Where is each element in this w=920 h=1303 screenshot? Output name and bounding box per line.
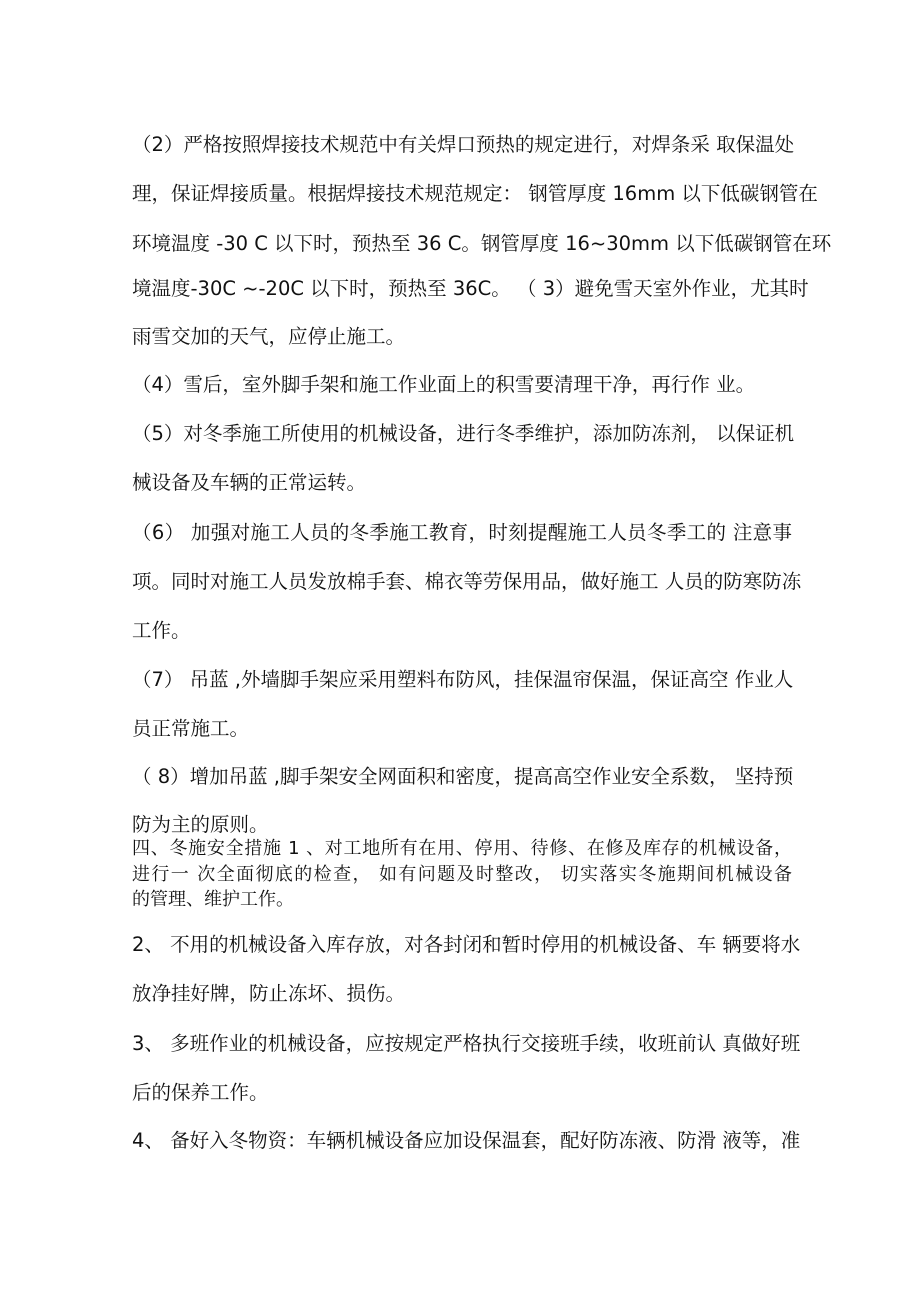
text-line: 雨雪交加的天气，应停止施工。 — [132, 325, 406, 348]
text-line: （6） 加强对施工人员的冬季施工教育，时刻提醒施工人员冬季工的 注意事 — [132, 521, 792, 544]
text-line: 3、 多班作业的机械设备，应按规定严格执行交接班手续，收班前认 真做好班 — [132, 1032, 801, 1055]
text-line: （5）对冬季施工所使用的机械设备，进行冬季维护，添加防冻剂， 以保证机 — [132, 422, 795, 445]
text-line: 四、冬施安全措施 1 、对工地所有在用、停用、待修、在修及库存的机械设备， — [132, 838, 792, 859]
text-line: 2、 不用的机械设备入库存放，对各封闭和暂时停用的机械设备、车 辆要将水 — [132, 933, 801, 956]
text-line: 项。同时对施工人员发放棉手套、棉衣等劳保用品，做好施工 人员的防寒防冻 — [132, 570, 802, 593]
text-line: （4）雪后，室外脚手架和施工作业面上的积雪要清理干净，再行作 业。 — [132, 373, 756, 396]
text-line: 环境温度 -30 C 以下时，预热至 36 C。钢管厚度 16~30mm 以下低碳钢管在环 — [132, 232, 832, 255]
text-line: 理，保证焊接质量。根据焊接技术规范规定： 钢管厚度 16mm 以下低碳钢管在 — [132, 182, 818, 205]
text-line: 境温度-30C ~-20C 以下时，预热至 36C。 （ 3）避免雪天室外作业，尤其时 — [132, 277, 809, 300]
text-line: 工作。 — [132, 619, 191, 642]
text-line: 后的保养工作。 — [132, 1081, 269, 1104]
text-line: 进行一 次全面彻底的检查， 如有问题及时整改， 切实落实冬施期间机械设备 — [132, 864, 792, 885]
text-line: （7） 吊蓝 ,外墙脚手架应采用塑料布防风，挂保温帘保温，保证高空 作业人 — [132, 668, 794, 691]
text-line: 防为主的原则。 — [132, 813, 269, 836]
text-line: 放净挂好牌，防止冻坏、损伤。 — [132, 982, 406, 1005]
text-line: 械设备及车辆的正常运转。 — [132, 471, 367, 494]
text-line: （ 8）增加吊蓝 ,脚手架安全网面积和密度，提高高空作业安全系数， 坚持预 — [132, 765, 794, 788]
text-line: 的管理、维护工作。 — [132, 889, 294, 910]
text-line: （2）严格按照焊接技术规范中有关焊口预热的规定进行，对焊条采 取保温处 — [132, 133, 795, 156]
text-line: 员正常施工。 — [132, 717, 250, 740]
text-line: 4、 备好入冬物资：车辆机械设备应加设保温套，配好防冻液、防滑 液等，准 — [132, 1129, 801, 1152]
